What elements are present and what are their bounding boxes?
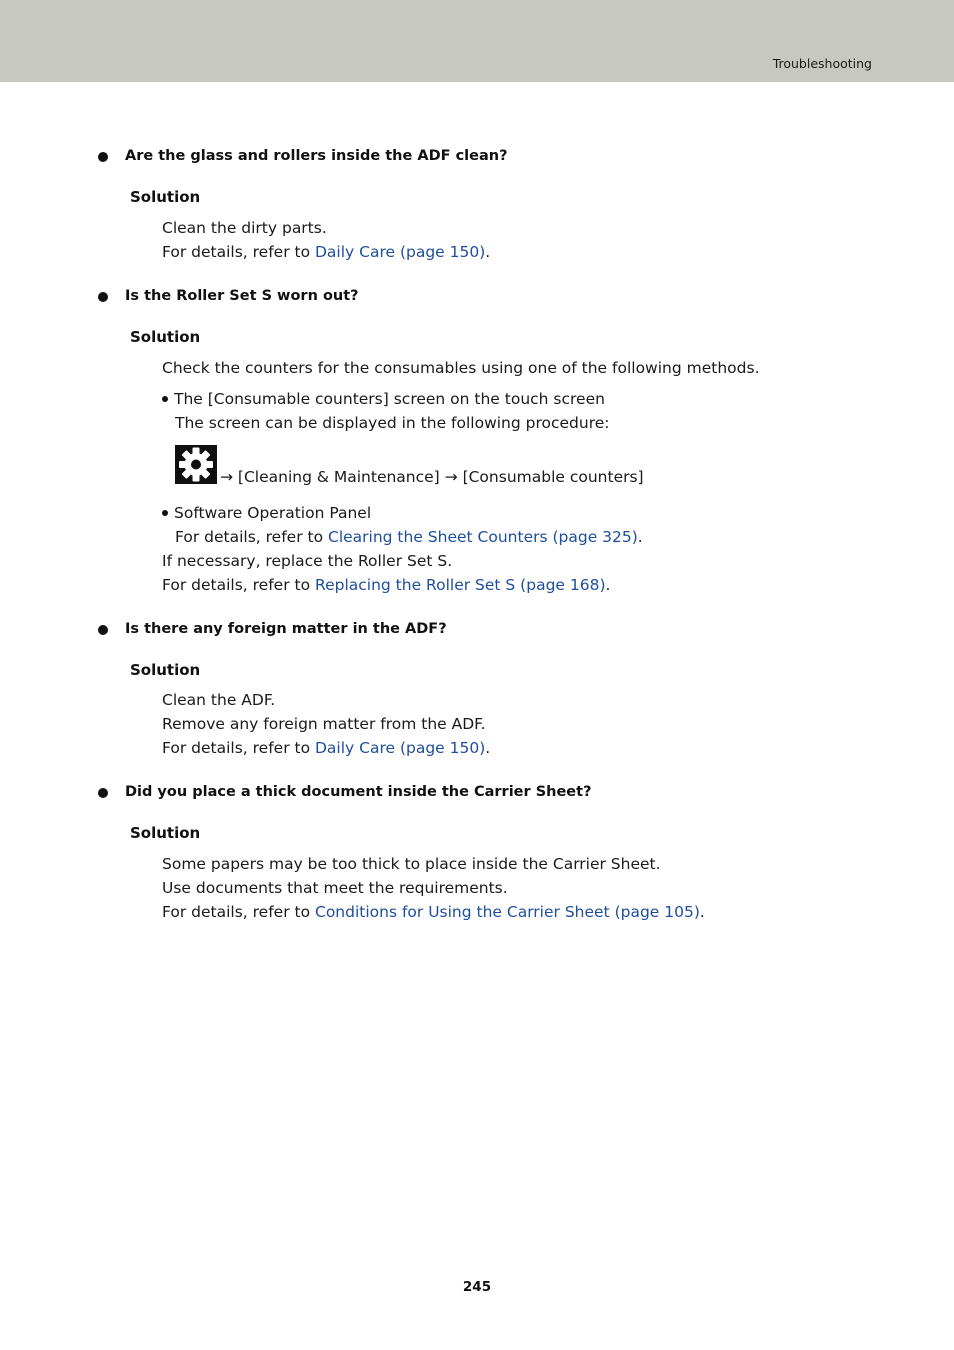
daily-care-link[interactable]: Daily Care (page 150) <box>315 243 486 261</box>
reference-line <box>162 739 490 757</box>
solution-label: Solution <box>130 661 201 679</box>
reference-suffix: . <box>605 576 611 594</box>
solution-text: Check the counters for the consumables using one of the following methods. <box>162 359 760 377</box>
daily-care-link[interactable]: Daily Care (page 150) <box>315 739 486 757</box>
carrier-sheet-conditions-link[interactable]: Conditions for Using the Carrier Sheet (page 105) <box>315 903 700 921</box>
solution-text: Remove any foreign matter from the ADF. <box>162 715 486 733</box>
reference-suffix: . <box>699 903 705 921</box>
clearing-sheet-counters-link[interactable]: Clearing the Sheet Counters (page 325) <box>328 528 638 546</box>
reference-suffix: . <box>637 528 643 546</box>
solution-text: Use documents that meet the requirements. <box>162 879 508 897</box>
method-title: Software Operation Panel <box>174 504 372 522</box>
solution-label: Solution <box>130 188 201 206</box>
solution-text: Clean the dirty parts. <box>162 219 327 237</box>
solution-text: Some papers may be too thick to place inside the Carrier Sheet. <box>162 855 661 873</box>
reference-prefix: For details, refer to <box>162 903 315 921</box>
reference-prefix: For details, refer to <box>162 739 315 757</box>
question-heading: Is there any foreign matter in the ADF? <box>125 621 447 637</box>
method-item <box>162 390 605 408</box>
bullet-icon <box>162 396 168 402</box>
bullet-icon <box>98 152 108 162</box>
page-number: 245 <box>462 1279 492 1295</box>
section-title: Troubleshooting <box>772 56 872 71</box>
question-heading: Are the glass and rollers inside the ADF clean? <box>125 148 508 164</box>
solution-text: If necessary, replace the Roller Set S. <box>162 552 453 570</box>
reference-prefix: For details, refer to <box>162 576 315 594</box>
reference-line <box>175 528 643 546</box>
reference-prefix: For details, refer to <box>162 243 315 261</box>
reference-line <box>162 243 490 261</box>
bullet-icon <box>98 292 108 302</box>
reference-suffix: . <box>485 739 491 757</box>
method-desc: The screen can be displayed in the following procedure: <box>175 414 610 432</box>
reference-line <box>162 576 610 594</box>
menu-path: → [Cleaning & Maintenance] → [Consumable counters] <box>220 468 644 486</box>
method-item <box>162 504 371 522</box>
page-header <box>0 0 954 82</box>
bullet-icon <box>98 788 108 798</box>
bullet-icon <box>162 510 168 516</box>
method-title: The [Consumable counters] screen on the touch screen <box>174 390 605 408</box>
gear-icon <box>175 445 217 484</box>
replacing-roller-set-link[interactable]: Replacing the Roller Set S (page 168) <box>315 576 606 594</box>
bullet-icon <box>98 625 108 635</box>
reference-line <box>162 903 705 921</box>
reference-suffix: . <box>485 243 491 261</box>
solution-label: Solution <box>130 824 201 842</box>
question-heading: Is the Roller Set S worn out? <box>125 288 359 304</box>
solution-label: Solution <box>130 328 201 346</box>
reference-prefix: For details, refer to <box>175 528 328 546</box>
solution-text: Clean the ADF. <box>162 691 276 709</box>
question-heading: Did you place a thick document inside the Carrier Sheet? <box>125 784 592 800</box>
